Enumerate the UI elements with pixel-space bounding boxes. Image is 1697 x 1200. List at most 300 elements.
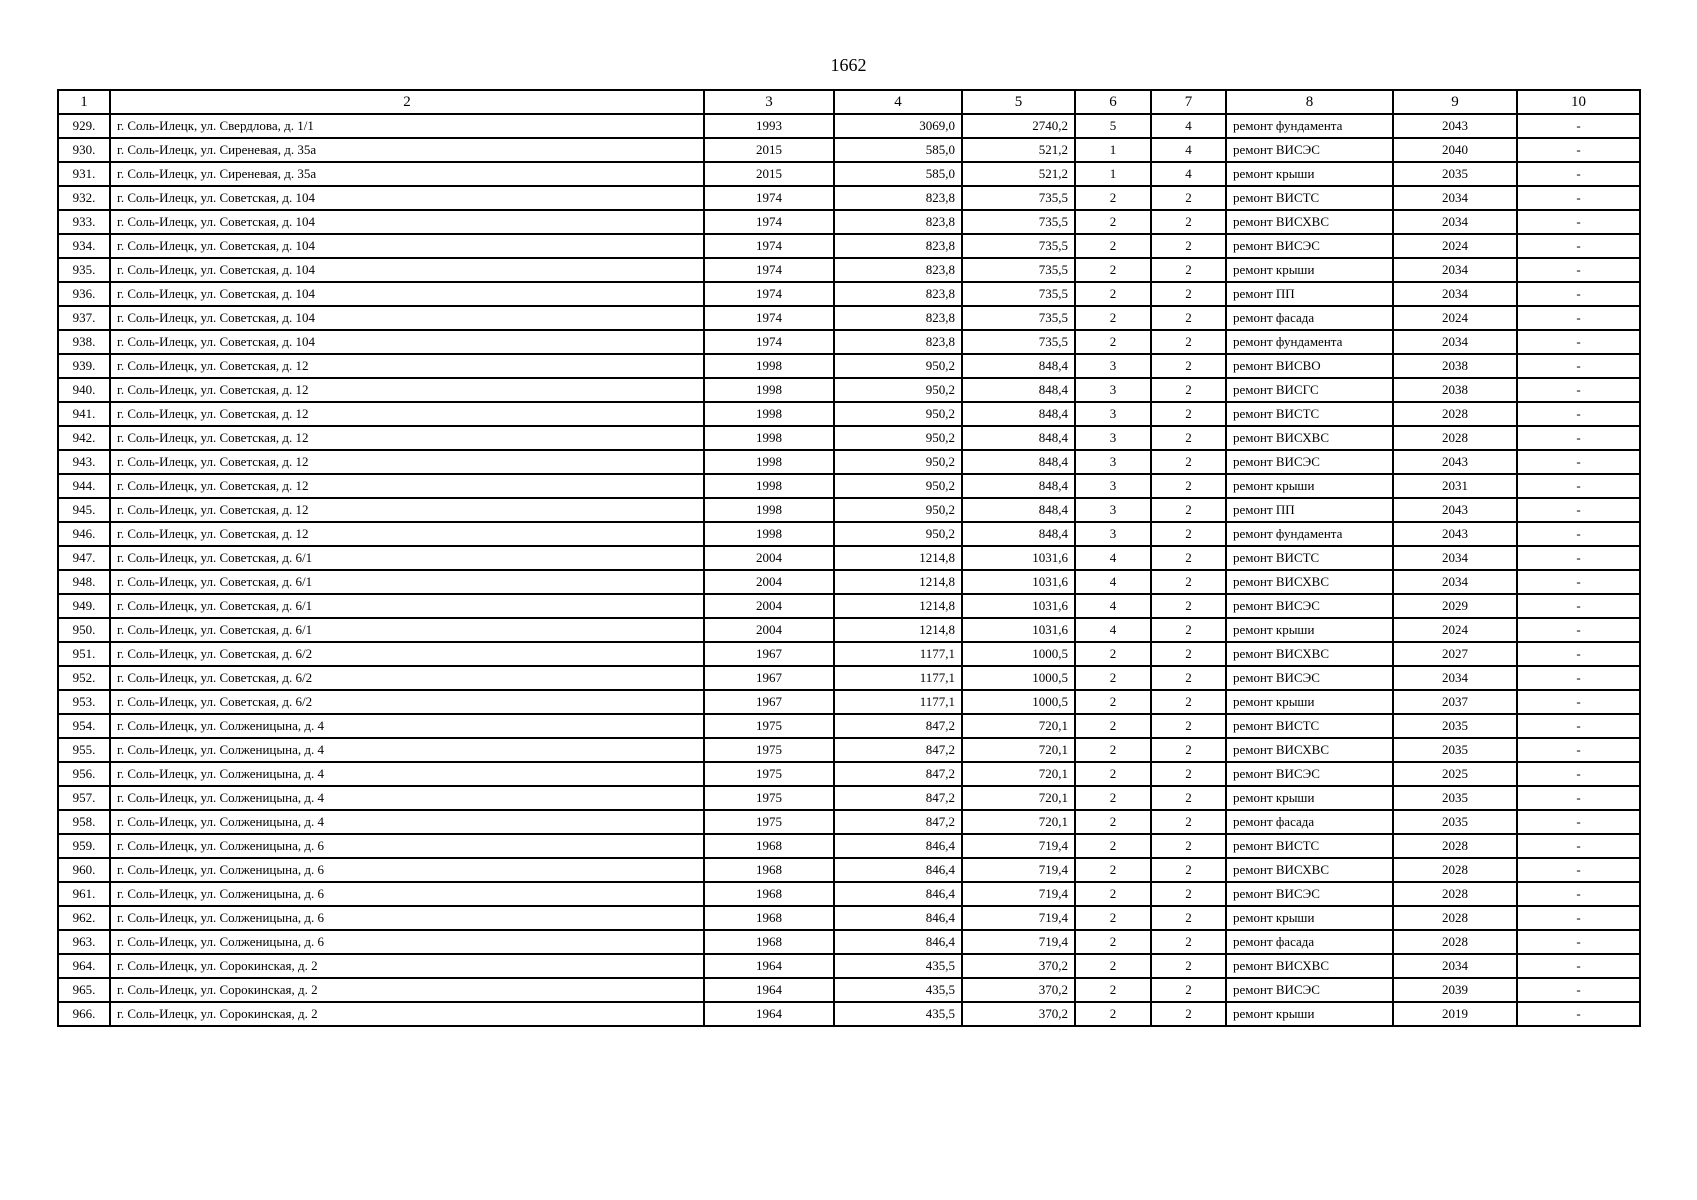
note-cell: - (1517, 1002, 1640, 1026)
total-area-cell: 950,2 (834, 474, 962, 498)
column-header: 6 (1075, 90, 1151, 114)
planned-year-cell: 2034 (1393, 954, 1517, 978)
total-area-cell: 1214,8 (834, 546, 962, 570)
work-type-cell: ремонт ВИСХВС (1226, 954, 1393, 978)
floors-cell: 2 (1075, 666, 1151, 690)
address-cell: г. Соль-Илецк, ул. Свердлова, д. 1/1 (110, 114, 704, 138)
floors-cell: 1 (1075, 138, 1151, 162)
living-area-cell: 719,4 (962, 858, 1075, 882)
address-cell: г. Соль-Илецк, ул. Сорокинская, д. 2 (110, 978, 704, 1002)
year-cell: 1964 (704, 978, 834, 1002)
row-number-cell: 948. (58, 570, 110, 594)
living-area-cell: 719,4 (962, 834, 1075, 858)
row-number-cell: 964. (58, 954, 110, 978)
row-number-cell: 965. (58, 978, 110, 1002)
floors-cell: 2 (1075, 282, 1151, 306)
total-area-cell: 435,5 (834, 1002, 962, 1026)
table-row (58, 354, 1640, 378)
table-row (58, 234, 1640, 258)
address-cell: г. Соль-Илецк, ул. Советская, д. 104 (110, 258, 704, 282)
address-cell: г. Соль-Илецк, ул. Советская, д. 6/1 (110, 618, 704, 642)
column-header: 4 (834, 90, 962, 114)
entrances-cell: 2 (1151, 882, 1226, 906)
total-area-cell: 585,0 (834, 138, 962, 162)
address-cell: г. Соль-Илецк, ул. Советская, д. 6/1 (110, 570, 704, 594)
total-area-cell: 847,2 (834, 810, 962, 834)
planned-year-cell: 2038 (1393, 378, 1517, 402)
entrances-cell: 2 (1151, 258, 1226, 282)
total-area-cell: 847,2 (834, 738, 962, 762)
floors-cell: 2 (1075, 858, 1151, 882)
year-cell: 2004 (704, 570, 834, 594)
row-number-cell: 963. (58, 930, 110, 954)
planned-year-cell: 2025 (1393, 762, 1517, 786)
year-cell: 1975 (704, 786, 834, 810)
row-number-cell: 942. (58, 426, 110, 450)
entrances-cell: 2 (1151, 402, 1226, 426)
total-area-cell: 823,8 (834, 330, 962, 354)
note-cell: - (1517, 882, 1640, 906)
planned-year-cell: 2035 (1393, 810, 1517, 834)
living-area-cell: 848,4 (962, 426, 1075, 450)
row-number-cell: 959. (58, 834, 110, 858)
entrances-cell: 2 (1151, 282, 1226, 306)
note-cell: - (1517, 354, 1640, 378)
work-type-cell: ремонт крыши (1226, 618, 1393, 642)
living-area-cell: 735,5 (962, 234, 1075, 258)
note-cell: - (1517, 450, 1640, 474)
total-area-cell: 950,2 (834, 498, 962, 522)
entrances-cell: 2 (1151, 834, 1226, 858)
address-cell: г. Соль-Илецк, ул. Солженицына, д. 4 (110, 786, 704, 810)
entrances-cell: 2 (1151, 546, 1226, 570)
table-row (58, 1002, 1640, 1026)
entrances-cell: 2 (1151, 474, 1226, 498)
planned-year-cell: 2019 (1393, 1002, 1517, 1026)
year-cell: 2004 (704, 594, 834, 618)
row-number-cell: 961. (58, 882, 110, 906)
note-cell: - (1517, 258, 1640, 282)
work-type-cell: ремонт крыши (1226, 906, 1393, 930)
address-cell: г. Соль-Илецк, ул. Солженицына, д. 4 (110, 714, 704, 738)
note-cell: - (1517, 762, 1640, 786)
floors-cell: 3 (1075, 450, 1151, 474)
entrances-cell: 2 (1151, 498, 1226, 522)
address-cell: г. Соль-Илецк, ул. Советская, д. 104 (110, 282, 704, 306)
year-cell: 1968 (704, 930, 834, 954)
planned-year-cell: 2034 (1393, 666, 1517, 690)
planned-year-cell: 2034 (1393, 210, 1517, 234)
planned-year-cell: 2043 (1393, 522, 1517, 546)
planned-year-cell: 2034 (1393, 186, 1517, 210)
work-type-cell: ремонт фасада (1226, 930, 1393, 954)
entrances-cell: 2 (1151, 426, 1226, 450)
table-row (58, 954, 1640, 978)
total-area-cell: 823,8 (834, 234, 962, 258)
planned-year-cell: 2035 (1393, 738, 1517, 762)
planned-year-cell: 2034 (1393, 258, 1517, 282)
living-area-cell: 720,1 (962, 810, 1075, 834)
total-area-cell: 1214,8 (834, 594, 962, 618)
table-row (58, 210, 1640, 234)
address-cell: г. Соль-Илецк, ул. Советская, д. 12 (110, 354, 704, 378)
planned-year-cell: 2035 (1393, 162, 1517, 186)
work-type-cell: ремонт крыши (1226, 474, 1393, 498)
work-type-cell: ремонт ВИСЭС (1226, 978, 1393, 1002)
note-cell: - (1517, 618, 1640, 642)
planned-year-cell: 2027 (1393, 642, 1517, 666)
address-cell: г. Соль-Илецк, ул. Солженицына, д. 4 (110, 810, 704, 834)
planned-year-cell: 2043 (1393, 114, 1517, 138)
living-area-cell: 1031,6 (962, 594, 1075, 618)
row-number-cell: 956. (58, 762, 110, 786)
year-cell: 1998 (704, 426, 834, 450)
year-cell: 1968 (704, 882, 834, 906)
address-cell: г. Соль-Илецк, ул. Советская, д. 104 (110, 306, 704, 330)
entrances-cell: 2 (1151, 666, 1226, 690)
address-cell: г. Соль-Илецк, ул. Советская, д. 12 (110, 498, 704, 522)
row-number-cell: 952. (58, 666, 110, 690)
floors-cell: 3 (1075, 378, 1151, 402)
address-cell: г. Соль-Илецк, ул. Солженицына, д. 6 (110, 882, 704, 906)
address-cell: г. Соль-Илецк, ул. Советская, д. 12 (110, 474, 704, 498)
living-area-cell: 1031,6 (962, 618, 1075, 642)
work-type-cell: ремонт ВИСХВС (1226, 642, 1393, 666)
row-number-cell: 930. (58, 138, 110, 162)
total-area-cell: 3069,0 (834, 114, 962, 138)
table-row (58, 906, 1640, 930)
note-cell: - (1517, 930, 1640, 954)
work-type-cell: ремонт крыши (1226, 162, 1393, 186)
entrances-cell: 2 (1151, 522, 1226, 546)
note-cell: - (1517, 714, 1640, 738)
year-cell: 1974 (704, 258, 834, 282)
address-cell: г. Соль-Илецк, ул. Солженицына, д. 6 (110, 834, 704, 858)
note-cell: - (1517, 570, 1640, 594)
work-type-cell: ремонт ВИСЭС (1226, 450, 1393, 474)
row-number-cell: 947. (58, 546, 110, 570)
total-area-cell: 846,4 (834, 858, 962, 882)
work-type-cell: ремонт ВИСТС (1226, 186, 1393, 210)
note-cell: - (1517, 306, 1640, 330)
address-cell: г. Соль-Илецк, ул. Советская, д. 12 (110, 426, 704, 450)
table-row (58, 138, 1640, 162)
entrances-cell: 2 (1151, 570, 1226, 594)
note-cell: - (1517, 546, 1640, 570)
floors-cell: 3 (1075, 498, 1151, 522)
total-area-cell: 950,2 (834, 522, 962, 546)
planned-year-cell: 2038 (1393, 354, 1517, 378)
total-area-cell: 847,2 (834, 714, 962, 738)
year-cell: 1998 (704, 402, 834, 426)
address-cell: г. Соль-Илецк, ул. Сорокинская, д. 2 (110, 954, 704, 978)
living-area-cell: 848,4 (962, 402, 1075, 426)
floors-cell: 3 (1075, 474, 1151, 498)
row-number-cell: 934. (58, 234, 110, 258)
work-type-cell: ремонт ВИСЭС (1226, 138, 1393, 162)
year-cell: 1967 (704, 642, 834, 666)
table-row (58, 762, 1640, 786)
address-cell: г. Соль-Илецк, ул. Советская, д. 104 (110, 330, 704, 354)
address-cell: г. Соль-Илецк, ул. Советская, д. 6/2 (110, 666, 704, 690)
total-area-cell: 823,8 (834, 186, 962, 210)
planned-year-cell: 2028 (1393, 882, 1517, 906)
column-header: 3 (704, 90, 834, 114)
year-cell: 1974 (704, 234, 834, 258)
living-area-cell: 848,4 (962, 450, 1075, 474)
row-number-cell: 945. (58, 498, 110, 522)
table-row (58, 282, 1640, 306)
entrances-cell: 2 (1151, 930, 1226, 954)
row-number-cell: 957. (58, 786, 110, 810)
table-row (58, 594, 1640, 618)
living-area-cell: 848,4 (962, 498, 1075, 522)
work-type-cell: ремонт фасада (1226, 810, 1393, 834)
note-cell: - (1517, 282, 1640, 306)
table-row (58, 786, 1640, 810)
entrances-cell: 2 (1151, 1002, 1226, 1026)
year-cell: 1998 (704, 474, 834, 498)
work-type-cell: ремонт ВИСЭС (1226, 234, 1393, 258)
work-type-cell: ремонт ВИСТС (1226, 714, 1393, 738)
planned-year-cell: 2028 (1393, 834, 1517, 858)
floors-cell: 3 (1075, 354, 1151, 378)
total-area-cell: 846,4 (834, 834, 962, 858)
note-cell: - (1517, 186, 1640, 210)
year-cell: 2015 (704, 138, 834, 162)
planned-year-cell: 2028 (1393, 426, 1517, 450)
work-type-cell: ремонт фундамента (1226, 522, 1393, 546)
column-header: 10 (1517, 90, 1640, 114)
table-row (58, 882, 1640, 906)
entrances-cell: 2 (1151, 978, 1226, 1002)
living-area-cell: 720,1 (962, 738, 1075, 762)
note-cell: - (1517, 426, 1640, 450)
work-type-cell: ремонт ВИСХВС (1226, 738, 1393, 762)
floors-cell: 3 (1075, 426, 1151, 450)
entrances-cell: 2 (1151, 330, 1226, 354)
address-cell: г. Соль-Илецк, ул. Солженицына, д. 4 (110, 762, 704, 786)
floors-cell: 2 (1075, 690, 1151, 714)
year-cell: 1974 (704, 330, 834, 354)
note-cell: - (1517, 642, 1640, 666)
column-header: 2 (110, 90, 704, 114)
floors-cell: 2 (1075, 306, 1151, 330)
total-area-cell: 823,8 (834, 258, 962, 282)
year-cell: 1974 (704, 282, 834, 306)
floors-cell: 2 (1075, 954, 1151, 978)
work-type-cell: ремонт ВИСТС (1226, 834, 1393, 858)
living-area-cell: 719,4 (962, 882, 1075, 906)
year-cell: 1974 (704, 210, 834, 234)
living-area-cell: 719,4 (962, 906, 1075, 930)
year-cell: 1993 (704, 114, 834, 138)
table-row (58, 618, 1640, 642)
total-area-cell: 435,5 (834, 954, 962, 978)
floors-cell: 2 (1075, 786, 1151, 810)
work-type-cell: ремонт ВИСЭС (1226, 882, 1393, 906)
address-cell: г. Соль-Илецк, ул. Сиреневая, д. 35а (110, 138, 704, 162)
floors-cell: 2 (1075, 1002, 1151, 1026)
table-row (58, 162, 1640, 186)
row-number-cell: 940. (58, 378, 110, 402)
living-area-cell: 521,2 (962, 138, 1075, 162)
floors-cell: 3 (1075, 402, 1151, 426)
table-row (58, 522, 1640, 546)
planned-year-cell: 2031 (1393, 474, 1517, 498)
year-cell: 1967 (704, 666, 834, 690)
floors-cell: 2 (1075, 234, 1151, 258)
note-cell: - (1517, 690, 1640, 714)
address-cell: г. Соль-Илецк, ул. Солженицына, д. 4 (110, 738, 704, 762)
note-cell: - (1517, 378, 1640, 402)
note-cell: - (1517, 234, 1640, 258)
table-row (58, 330, 1640, 354)
row-number-cell: 951. (58, 642, 110, 666)
table-row (58, 738, 1640, 762)
work-type-cell: ремонт ВИСВО (1226, 354, 1393, 378)
total-area-cell: 1177,1 (834, 690, 962, 714)
year-cell: 2004 (704, 618, 834, 642)
planned-year-cell: 2028 (1393, 858, 1517, 882)
floors-cell: 2 (1075, 834, 1151, 858)
work-type-cell: ремонт ВИСГС (1226, 378, 1393, 402)
entrances-cell: 2 (1151, 306, 1226, 330)
row-number-cell: 966. (58, 1002, 110, 1026)
floors-cell: 4 (1075, 546, 1151, 570)
table-row (58, 426, 1640, 450)
planned-year-cell: 2034 (1393, 546, 1517, 570)
entrances-cell: 2 (1151, 858, 1226, 882)
note-cell: - (1517, 594, 1640, 618)
table-row (58, 258, 1640, 282)
note-cell: - (1517, 786, 1640, 810)
entrances-cell: 4 (1151, 114, 1226, 138)
row-number-cell: 929. (58, 114, 110, 138)
note-cell: - (1517, 474, 1640, 498)
table-row (58, 690, 1640, 714)
address-cell: г. Соль-Илецк, ул. Солженицына, д. 6 (110, 858, 704, 882)
row-number-cell: 936. (58, 282, 110, 306)
planned-year-cell: 2028 (1393, 906, 1517, 930)
planned-year-cell: 2039 (1393, 978, 1517, 1002)
work-type-cell: ремонт ВИСТС (1226, 402, 1393, 426)
year-cell: 1998 (704, 354, 834, 378)
work-type-cell: ремонт крыши (1226, 258, 1393, 282)
address-cell: г. Соль-Илецк, ул. Советская, д. 12 (110, 378, 704, 402)
floors-cell: 2 (1075, 930, 1151, 954)
floors-cell: 4 (1075, 570, 1151, 594)
entrances-cell: 2 (1151, 690, 1226, 714)
table-row (58, 834, 1640, 858)
note-cell: - (1517, 906, 1640, 930)
address-cell: г. Соль-Илецк, ул. Советская, д. 12 (110, 522, 704, 546)
entrances-cell: 2 (1151, 954, 1226, 978)
row-number-cell: 933. (58, 210, 110, 234)
year-cell: 1998 (704, 522, 834, 546)
note-cell: - (1517, 498, 1640, 522)
table-row (58, 450, 1640, 474)
address-cell: г. Соль-Илецк, ул. Сорокинская, д. 2 (110, 1002, 704, 1026)
column-header: 1 (58, 90, 110, 114)
planned-year-cell: 2028 (1393, 930, 1517, 954)
year-cell: 1998 (704, 450, 834, 474)
row-number-cell: 931. (58, 162, 110, 186)
table-row (58, 978, 1640, 1002)
floors-cell: 2 (1075, 714, 1151, 738)
year-cell: 1975 (704, 738, 834, 762)
work-type-cell: ремонт ВИСХВС (1226, 570, 1393, 594)
total-area-cell: 823,8 (834, 306, 962, 330)
repair-schedule-table (57, 89, 1641, 1027)
living-area-cell: 1000,5 (962, 690, 1075, 714)
total-area-cell: 585,0 (834, 162, 962, 186)
total-area-cell: 1177,1 (834, 642, 962, 666)
total-area-cell: 950,2 (834, 378, 962, 402)
address-cell: г. Соль-Илецк, ул. Советская, д. 12 (110, 402, 704, 426)
work-type-cell: ремонт ВИСЭС (1226, 762, 1393, 786)
note-cell: - (1517, 978, 1640, 1002)
year-cell: 1968 (704, 906, 834, 930)
floors-cell: 2 (1075, 882, 1151, 906)
address-cell: г. Соль-Илецк, ул. Советская, д. 6/1 (110, 546, 704, 570)
note-cell: - (1517, 522, 1640, 546)
year-cell: 2004 (704, 546, 834, 570)
note-cell: - (1517, 858, 1640, 882)
year-cell: 1975 (704, 714, 834, 738)
row-number-cell: 943. (58, 450, 110, 474)
address-cell: г. Соль-Илецк, ул. Советская, д. 6/2 (110, 690, 704, 714)
table-row (58, 378, 1640, 402)
total-area-cell: 846,4 (834, 882, 962, 906)
note-cell: - (1517, 402, 1640, 426)
living-area-cell: 2740,2 (962, 114, 1075, 138)
note-cell: - (1517, 738, 1640, 762)
total-area-cell: 846,4 (834, 930, 962, 954)
row-number-cell: 954. (58, 714, 110, 738)
living-area-cell: 370,2 (962, 954, 1075, 978)
living-area-cell: 370,2 (962, 978, 1075, 1002)
living-area-cell: 1000,5 (962, 666, 1075, 690)
year-cell: 1998 (704, 498, 834, 522)
entrances-cell: 2 (1151, 618, 1226, 642)
planned-year-cell: 2043 (1393, 450, 1517, 474)
living-area-cell: 1031,6 (962, 546, 1075, 570)
living-area-cell: 848,4 (962, 474, 1075, 498)
work-type-cell: ремонт ВИСЭС (1226, 666, 1393, 690)
column-header: 5 (962, 90, 1075, 114)
planned-year-cell: 2028 (1393, 402, 1517, 426)
floors-cell: 2 (1075, 330, 1151, 354)
row-number-cell: 953. (58, 690, 110, 714)
living-area-cell: 370,2 (962, 1002, 1075, 1026)
entrances-cell: 2 (1151, 186, 1226, 210)
total-area-cell: 1214,8 (834, 618, 962, 642)
row-number-cell: 958. (58, 810, 110, 834)
address-cell: г. Соль-Илецк, ул. Сиреневая, д. 35а (110, 162, 704, 186)
note-cell: - (1517, 330, 1640, 354)
year-cell: 2015 (704, 162, 834, 186)
note-cell: - (1517, 210, 1640, 234)
address-cell: г. Соль-Илецк, ул. Советская, д. 104 (110, 186, 704, 210)
work-type-cell: ремонт крыши (1226, 690, 1393, 714)
planned-year-cell: 2024 (1393, 618, 1517, 642)
living-area-cell: 735,5 (962, 186, 1075, 210)
floors-cell: 2 (1075, 762, 1151, 786)
work-type-cell: ремонт ВИСХВС (1226, 858, 1393, 882)
total-area-cell: 1214,8 (834, 570, 962, 594)
table-row (58, 858, 1640, 882)
